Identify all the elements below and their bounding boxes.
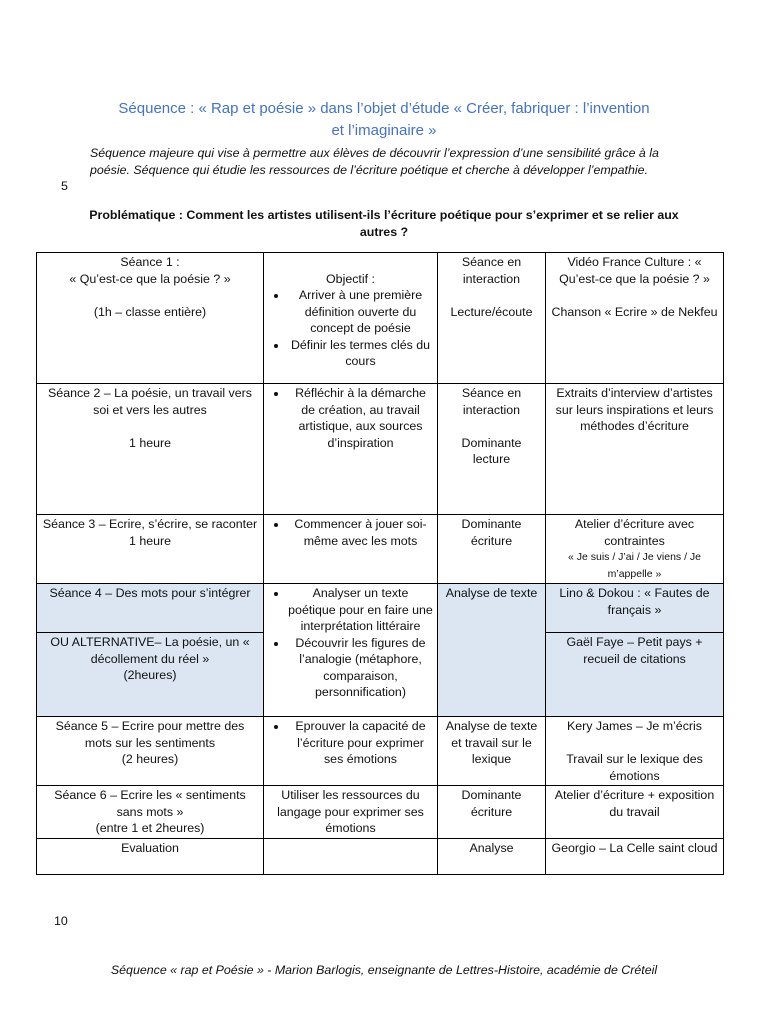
resource-text: Chanson « Ecrire » de Nekfeu — [551, 304, 718, 319]
resource-cell — [546, 633, 724, 717]
objective-item: • Commencer à jouer soi-même avec les mots — [288, 516, 433, 549]
modality-text: Analyse — [469, 840, 514, 855]
modality-text: Dominante lecture — [461, 435, 522, 466]
session-duration: (2heures) — [123, 668, 177, 682]
session-cell — [37, 717, 264, 786]
resource-text: Vidéo France Culture : « Qu’est-ce que la poésie ? » — [559, 255, 710, 286]
session-title: OU ALTERNATIVE– La poésie, un « décollement du réel » — [50, 635, 250, 666]
modality-cell — [438, 717, 546, 786]
modality-cell — [438, 786, 546, 839]
modality-text: Lecture/écoute — [450, 304, 533, 319]
objective-list — [268, 287, 433, 370]
resource-cell — [546, 786, 724, 839]
modality-cell — [438, 253, 546, 384]
session-cell — [37, 584, 264, 633]
objective-cell — [264, 717, 438, 786]
resource-text: Extraits d’interview d’artistes sur leurs inspirations et leurs méthodes d’écriture — [555, 386, 714, 433]
objective-text: Utiliser les ressources du langage pour exprimer ses émotions — [277, 788, 424, 835]
table-row — [37, 584, 724, 633]
table-row — [37, 717, 724, 786]
modality-text: Séance en interaction — [461, 386, 522, 417]
objective-cell — [264, 584, 438, 717]
resource-text: Lino & Dokou : « Fautes de français » — [559, 586, 710, 617]
resource-text: Atelier d’écriture avec contraintes — [574, 517, 695, 548]
session-title: Séance 2 – La poésie, un travail vers soi et vers les autres — [48, 386, 252, 417]
modality-cell — [438, 838, 546, 874]
intro-paragraph — [90, 145, 690, 179]
session-duration: (entre 1 et 2heures) — [95, 821, 205, 835]
session-duration: (2 heures) — [121, 752, 179, 766]
objective-list — [268, 385, 433, 451]
resource-cell — [546, 584, 724, 633]
table-row — [37, 838, 724, 874]
objective-item: • Définir les termes clés du cours — [288, 337, 433, 370]
title-line-1: Séquence : « Rap et poésie » dans l’objet d’étude « Créer, fabriquer : l’invention — [118, 100, 650, 117]
modality-text: Dominante écriture — [461, 788, 522, 819]
line-number-5: 5 — [61, 179, 68, 193]
objective-list — [268, 718, 433, 768]
objective-cell — [264, 384, 438, 515]
resource-text: Kery James – Je m’écris — [567, 719, 702, 733]
resource-cell — [546, 384, 724, 515]
modality-cell — [438, 584, 546, 717]
objective-item: • Réfléchir à la démarche de création, au travail artistique, aux sources d’inspiration — [288, 385, 433, 451]
table-row — [37, 515, 724, 584]
session-title: Evaluation — [121, 840, 179, 855]
session-duration: 1 heure — [128, 435, 172, 450]
sequence-table — [36, 252, 724, 875]
document-title — [80, 98, 688, 142]
objective-list — [268, 585, 433, 701]
objective-list — [268, 516, 433, 549]
resource-text: Georgio – La Celle saint cloud — [551, 840, 718, 855]
modality-text: Analyse de texte et travail sur le lexique — [445, 719, 538, 766]
session-title: Séance 5 – Ecrire pour mettre des mots sur les sentiments — [55, 719, 245, 750]
page-footer: Séquence « rap et Poésie » - Marion Barlogis, enseignante de Lettres-Histoire, académie de Créteil — [110, 963, 658, 977]
modality-cell — [438, 515, 546, 584]
intro-sentence-2: Séquence qui étudie les ressources de l’écriture poétique et cherche à développer l’empathie. — [133, 163, 648, 177]
objective-item: • Analyser un texte poétique pour en faire une interprétation littéraire — [288, 585, 433, 635]
resource-text: Travail sur le lexique des émotions — [566, 752, 703, 783]
modality-text: Séance en interaction — [461, 255, 522, 286]
resource-text: Atelier d’écriture + exposition du travail — [554, 788, 715, 819]
session-title: Séance 1 : — [120, 255, 180, 269]
intro-sentence-1: Séquence majeure qui vise à permettre aux élèves de découvrir l’expression d’une sensibilité grâce à la poésie. — [90, 146, 659, 177]
modality-text: Dominante écriture — [461, 517, 522, 548]
resource-note: « Je suis / J’ai / Je viens / Je m’appelle » — [567, 551, 702, 580]
session-title: Séance 4 – Des mots pour s’intégrer — [49, 586, 251, 600]
objective-cell — [264, 786, 438, 839]
objective-item: • Arriver à une première définition ouverte du concept de poésie — [288, 287, 433, 337]
resource-cell — [546, 838, 724, 874]
session-subtitle: « Qu’est-ce que la poésie ? » — [69, 271, 231, 286]
objective-cell — [264, 838, 438, 874]
session-duration: 1 heure — [128, 533, 172, 548]
objective-title: Objectif : — [326, 271, 375, 286]
table-row — [37, 786, 724, 839]
session-title: Séance 3 – Ecrire, s’écrire, se raconter — [42, 517, 258, 531]
title-line-2: et l’imaginaire » — [331, 122, 437, 139]
table-row — [37, 253, 724, 384]
session-cell — [37, 838, 264, 874]
session-duration: (1h – classe entière) — [93, 304, 207, 319]
line-number-10: 10 — [54, 914, 68, 928]
objective-cell — [264, 515, 438, 584]
objective-item: • Découvrir les figures de l’analogie (métaphore, comparaison, personnification) — [288, 635, 433, 701]
session-cell — [37, 633, 264, 717]
session-cell — [37, 786, 264, 839]
modality-cell — [438, 384, 546, 515]
session-cell — [37, 384, 264, 515]
resource-text: Gaël Faye – Petit pays + recueil de citations — [566, 635, 703, 666]
session-cell — [37, 515, 264, 584]
objective-item: • Eprouver la capacité de l’écriture pour exprimer ses émotions — [288, 718, 433, 768]
resource-cell — [546, 515, 724, 584]
resource-cell — [546, 253, 724, 384]
session-title: Séance 6 – Ecrire les « sentiments sans mots » — [54, 788, 246, 819]
problematique: Problématique : Comment les artistes utilisent-ils l’écriture poétique pour s’exprimer et se relier aux autres ? — [89, 208, 679, 239]
session-cell — [37, 253, 264, 384]
modality-text: Analyse de texte — [445, 586, 538, 600]
table-row — [37, 384, 724, 515]
resource-cell — [546, 717, 724, 786]
objective-cell — [264, 253, 438, 384]
